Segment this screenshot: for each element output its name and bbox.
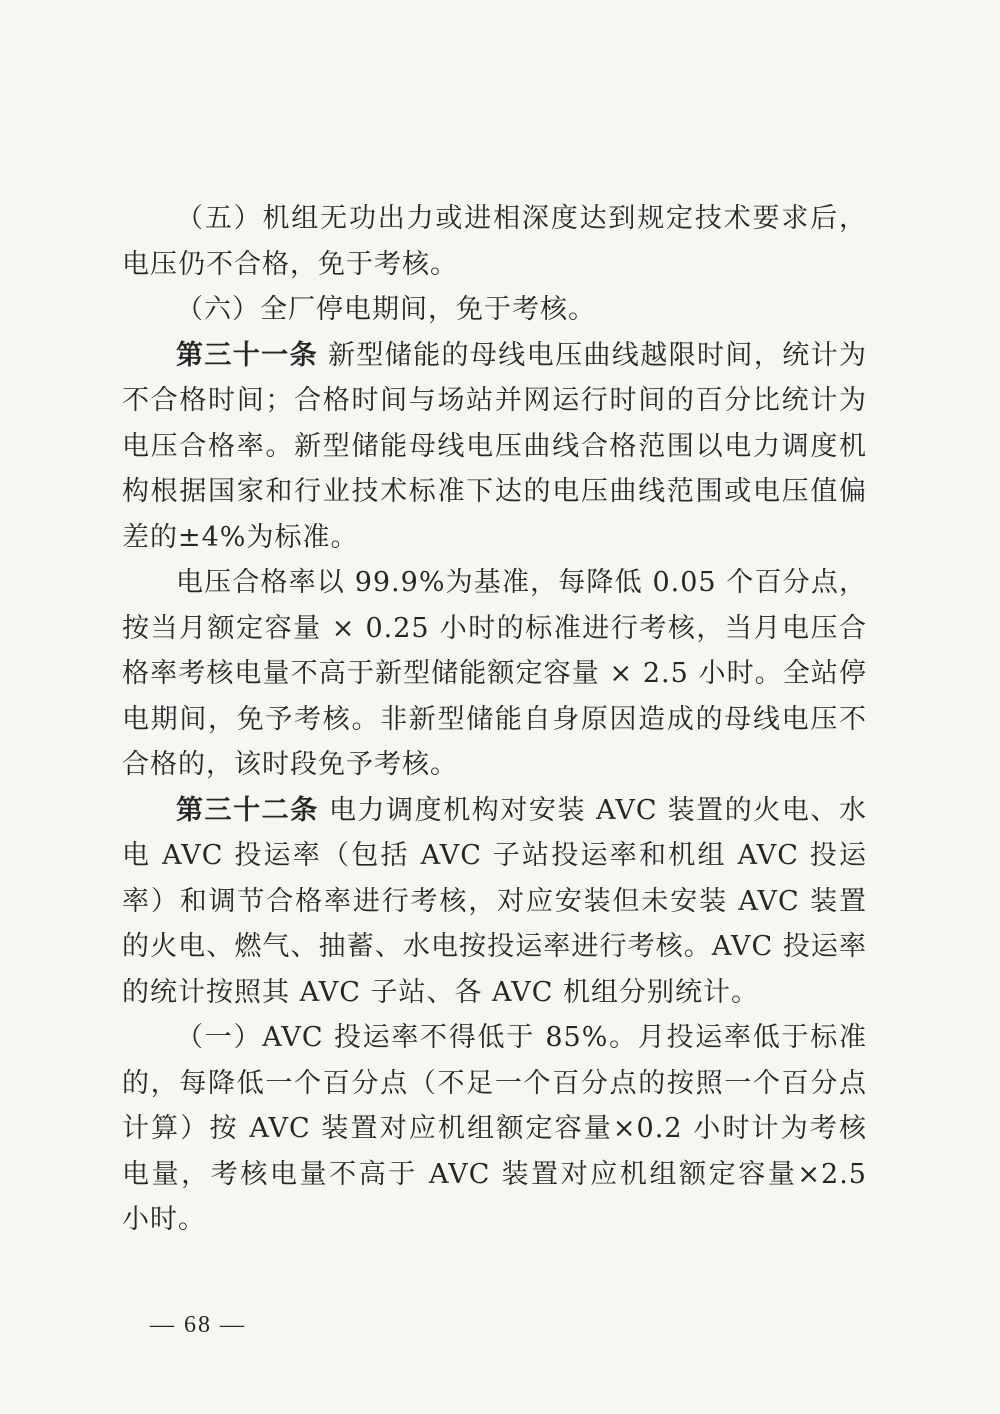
page-number: — 68 — [150, 1312, 246, 1338]
paragraph-voltage-rate [122, 560, 867, 788]
paragraph-article-32 [122, 788, 867, 1016]
paragraph-text: （一）AVC 投运率不得低于 85%。月投运率低于标准的，每降低一个百分点（不足一个百分点的按照一个百分点计算）按 AVC 装置对应机组额定容量×0.2 小时计为考核电量，考核电量不高于 AVC 装置对应机组额定容量×2.5 小时。 [122, 1022, 867, 1235]
paragraph-item-1 [122, 1015, 867, 1243]
paragraph-item-5 [122, 196, 867, 287]
paragraph-text: （五）机组无功出力或进相深度达到规定技术要求后，电压仍不合格，免于考核。 [122, 203, 867, 280]
paragraph-text: 电压合格率以 99.9%为基准，每降低 0.05 个百分点，按当月额定容量 × 0.25 小时的标准进行考核，当月电压合格率考核电量不高于新型储能额定容量 × 2.5 小时。全站停电期间，免予考核。非新型储能自身原因造成的母线电压不合格的，该时段免予考核。 [122, 567, 867, 780]
paragraph-text: 电力调度机构对安装 AVC 装置的火电、水电 AVC 投运率（包括 AVC 子站投运率和机组 AVC 投运率）和调节合格率进行考核，对应安装但未安装 AVC 装置的火电、燃气、抽蓄、水电按投运率进行考核。AVC 投运率的统计按照其 AVC 子站、各 AVC 机组分别统计。 [122, 794, 867, 1008]
article-heading: 第三十一条 [176, 339, 318, 371]
paragraph-text: 新型储能的母线电压曲线越限时间，统计为不合格时间；合格时间与场站并网运行时间的百分比统计为电压合格率。新型储能母线电压曲线合格范围以电力调度机构根据国家和行业技术标准下达的电压曲线范围或电压值偏差的±4%为标准。 [122, 339, 867, 553]
article-heading: 第三十二条 [176, 794, 319, 826]
paragraph-item-6 [122, 287, 867, 333]
document-body [122, 196, 867, 1243]
paragraph-text: （六）全厂停电期间，免于考核。 [176, 294, 596, 325]
paragraph-article-31 [122, 333, 867, 561]
